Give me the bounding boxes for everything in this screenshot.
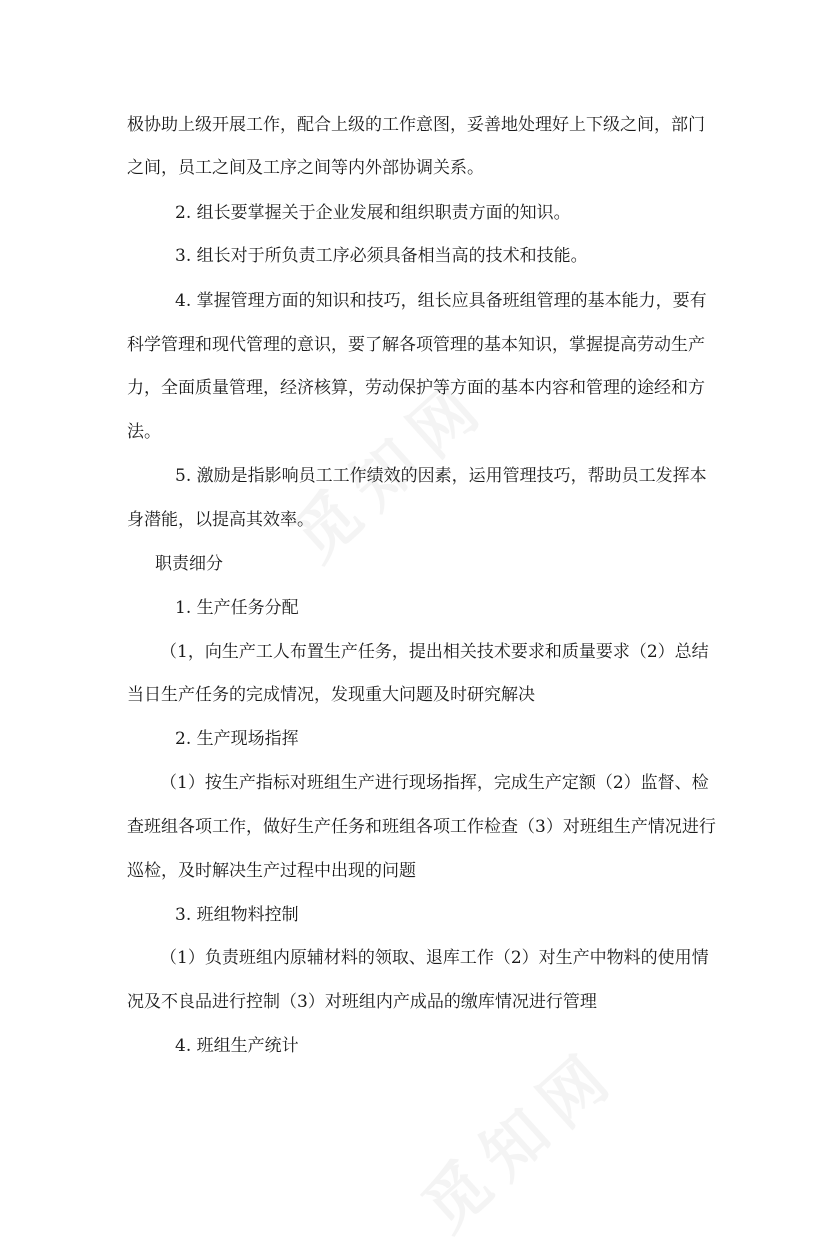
text-line: 3. 组长对于所负责工序必须具备相当高的技术和技能。 [175,246,588,266]
text-line: 科学管理和现代管理的意识，要了解各项管理的基本知识，掌握提高劳动生产 [127,335,705,355]
section-heading: 职责细分 [155,554,223,574]
text-line: 况及不良品进行控制（3）对班组内产成品的缴库情况进行管理 [127,992,597,1012]
text-line: 3. 班组物料控制 [175,905,299,925]
text-line: 之间，员工之间及工序之间等内外部协调关系。 [127,158,484,178]
text-line: 查班组各项工作，做好生产任务和班组各项工作检查（3）对班组生产情况进行 [127,817,716,837]
text-line: 法。 [127,422,161,442]
text-line: （1，向生产工人布置生产任务，提出相关技术要求和质量要求（2）总结 [160,642,709,662]
text-line: 2. 组长要掌握关于企业发展和组织职责方面的知识。 [175,203,571,223]
text-line: 巡检，及时解决生产过程中出现的问题 [127,861,416,881]
text-line: （1）负责班组内原辅材料的领取、退库工作（2）对生产中物料的使用情 [160,948,709,968]
text-line: 4. 班组生产统计 [175,1036,299,1056]
text-line: （1）按生产指标对班组生产进行现场指挥，完成生产定额（2）监督、检 [160,773,709,793]
text-line: 身潜能，以提高其效率。 [127,510,314,530]
text-line: 极协助上级开展工作，配合上级的工作意图，妥善地处理好上下级之间，部门 [127,115,705,135]
text-line: 4. 掌握管理方面的知识和技巧，组长应具备班组管理的基本能力，要有 [175,291,707,311]
text-line: 5. 激励是指影响员工工作绩效的因素，运用管理技巧，帮助员工发挥本 [175,466,707,486]
text-line: 1. 生产任务分配 [175,598,299,618]
text-line: 当日生产任务的完成情况，发现重大问题及时研究解决 [127,685,535,705]
text-line: 2. 生产现场指挥 [175,729,299,749]
text-line: 力，全面质量管理，经济核算，劳动保护等方面的基本内容和管理的途经和方 [127,378,705,398]
